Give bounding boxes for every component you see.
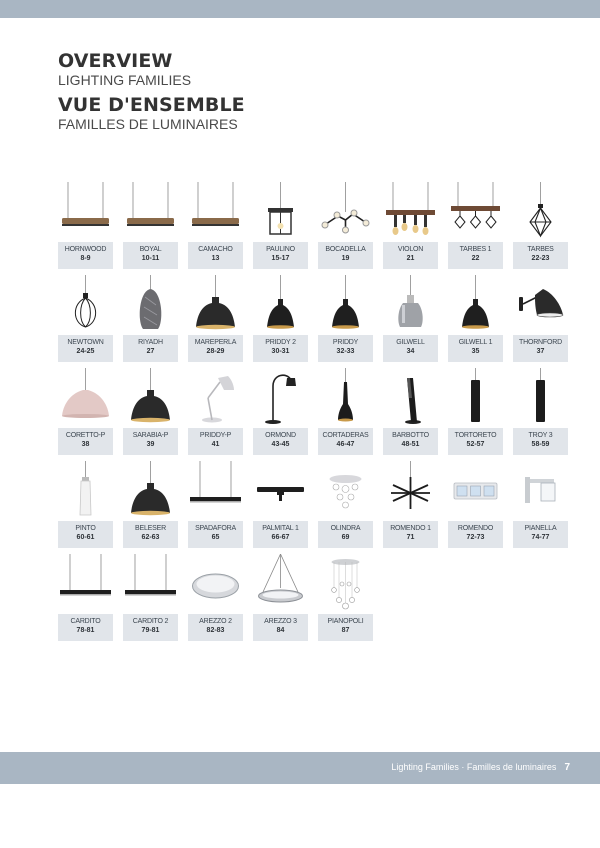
family-name: ROMENDO — [457, 525, 494, 532]
family-tile[interactable] — [123, 275, 178, 363]
family-name: PINTO — [75, 525, 96, 532]
family-name: OLINDRA — [330, 525, 361, 532]
family-tile[interactable] — [253, 461, 308, 549]
family-pages: 41 — [211, 441, 220, 448]
family-pages: 39 — [146, 441, 155, 448]
family-name: PAULINO — [266, 246, 295, 253]
family-tile[interactable] — [513, 275, 568, 363]
family-pages: 74-77 — [531, 534, 550, 541]
family-label — [253, 335, 308, 362]
family-tile[interactable] — [513, 182, 568, 270]
family-name: ORMOND — [265, 432, 296, 439]
lantern-pendant-icon — [253, 182, 308, 242]
family-tile[interactable] — [383, 275, 438, 363]
family-label — [318, 521, 373, 548]
family-tile[interactable] — [123, 554, 178, 642]
family-name: MAREPERLA — [194, 339, 237, 346]
family-tile[interactable] — [123, 368, 178, 456]
family-tile[interactable] — [448, 461, 503, 549]
family-pages: 62-63 — [141, 534, 160, 541]
family-name: CORETTO-P — [65, 432, 106, 439]
family-label — [188, 428, 243, 455]
family-name: BARBOTTO — [392, 432, 429, 439]
linear-pendant-icon — [123, 182, 178, 242]
family-tile[interactable] — [58, 554, 113, 642]
family-pages: 30-31 — [271, 348, 290, 355]
crystal-chandelier-icon — [318, 554, 373, 614]
family-name: AREZZO 2 — [199, 618, 232, 625]
family-label — [318, 335, 373, 362]
family-pages: 84 — [276, 627, 285, 634]
crystal-ceiling-icon — [318, 461, 373, 521]
family-tile[interactable] — [448, 182, 503, 270]
cylinder-pendant-icon — [513, 368, 568, 428]
family-label — [383, 428, 438, 455]
family-name: TORTORETO — [454, 432, 497, 439]
family-label — [58, 428, 113, 455]
family-pages: 43-45 — [271, 441, 290, 448]
bell-pendant-icon — [318, 275, 373, 335]
family-label — [123, 614, 178, 641]
family-tile[interactable] — [188, 554, 243, 642]
family-pages: 87 — [341, 627, 350, 634]
page-headings — [58, 50, 245, 138]
family-tile[interactable] — [383, 461, 438, 549]
column-lamp-icon — [383, 368, 438, 428]
linear-pendant-icon — [188, 182, 243, 242]
family-pages: 52-57 — [466, 441, 485, 448]
family-pages: 48-51 — [401, 441, 420, 448]
families-row — [58, 554, 568, 647]
family-name: PRIDDY 2 — [265, 339, 296, 346]
family-pages: 65 — [211, 534, 220, 541]
family-name: RIYADH — [138, 339, 163, 346]
desk-lamp-icon — [188, 368, 243, 428]
family-label — [448, 242, 503, 269]
family-tile[interactable] — [123, 182, 178, 270]
family-pages: 69 — [341, 534, 350, 541]
family-name: TARBES — [527, 246, 554, 253]
cone-pendant-icon — [318, 368, 373, 428]
round-pendant-icon — [253, 554, 308, 614]
family-label — [253, 428, 308, 455]
family-pages: 34 — [406, 348, 415, 355]
family-name: PALMITAL 1 — [262, 525, 299, 532]
family-pages: 71 — [406, 534, 415, 541]
family-label — [188, 242, 243, 269]
family-label — [253, 242, 308, 269]
family-label — [58, 614, 113, 641]
subtitle-fr: FAMILLES DE LUMINAIRES — [58, 116, 238, 132]
family-tile[interactable] — [318, 275, 373, 363]
family-pages: 35 — [471, 348, 480, 355]
multi-cage-bar-icon — [448, 182, 503, 242]
family-label — [253, 614, 308, 641]
families-row — [58, 368, 568, 461]
family-label — [448, 521, 503, 548]
family-pages: 60-61 — [76, 534, 95, 541]
family-label — [123, 335, 178, 362]
linear-led-pendant-icon — [123, 554, 178, 614]
family-pages: 22-23 — [531, 255, 550, 262]
family-label — [58, 242, 113, 269]
family-tile[interactable] — [383, 182, 438, 270]
families-grid — [58, 182, 568, 647]
glass-pendant-icon — [383, 275, 438, 335]
family-label — [448, 335, 503, 362]
wire-cage-pendant-icon — [58, 275, 113, 335]
families-row — [58, 461, 568, 554]
family-label — [253, 521, 308, 548]
bell-pendant-icon — [448, 275, 503, 335]
family-tile[interactable] — [513, 461, 568, 549]
family-tile[interactable] — [318, 368, 373, 456]
family-name: ROMENDO 1 — [390, 525, 431, 532]
family-tile[interactable] — [318, 554, 373, 642]
family-label — [318, 614, 373, 641]
family-pages: 21 — [406, 255, 415, 262]
family-pages: 37 — [536, 348, 545, 355]
cage-pendant-icon — [513, 182, 568, 242]
family-pages: 13 — [211, 255, 220, 262]
family-pages: 66-67 — [271, 534, 290, 541]
linear-led-pendant-icon — [188, 461, 243, 521]
family-name: CAMACHO — [198, 246, 233, 253]
family-name: GILWELL — [396, 339, 425, 346]
family-name: TARBES 1 — [459, 246, 492, 253]
family-pages: 19 — [341, 255, 350, 262]
family-tile[interactable] — [123, 461, 178, 549]
family-name: TROY 3 — [528, 432, 553, 439]
family-pages: 22 — [471, 255, 480, 262]
family-name: GILWELL 1 — [458, 339, 493, 346]
family-tile[interactable] — [318, 461, 373, 549]
family-label — [513, 242, 568, 269]
family-label — [123, 242, 178, 269]
family-pages: 78-81 — [76, 627, 95, 634]
family-name: NEWTOWN — [67, 339, 104, 346]
families-row — [58, 182, 568, 275]
family-label — [58, 521, 113, 548]
family-tile[interactable] — [58, 182, 113, 270]
family-label — [188, 521, 243, 548]
family-name: CORTADERAS — [322, 432, 369, 439]
family-tile[interactable] — [58, 368, 113, 456]
family-tile[interactable] — [58, 275, 113, 363]
family-tile[interactable] — [58, 461, 113, 549]
family-name: BELESER — [135, 525, 166, 532]
family-pages: 10-11 — [141, 255, 160, 262]
footer — [391, 762, 570, 773]
family-name: CARDITO 2 — [132, 618, 169, 625]
glass-tube-pendant-icon — [58, 461, 113, 521]
family-tile[interactable] — [253, 554, 308, 642]
family-name: VIOLON — [397, 246, 424, 253]
bell-pendant-icon — [253, 275, 308, 335]
linear-led-pendant-icon — [58, 554, 113, 614]
family-name: SARABIA-P — [132, 432, 169, 439]
family-pages: 27 — [146, 348, 155, 355]
family-label — [448, 428, 503, 455]
family-pages: 38 — [81, 441, 90, 448]
family-name: PRIDDY-P — [199, 432, 232, 439]
branch-chandelier-icon — [318, 182, 373, 242]
family-name: THORNFORD — [519, 339, 562, 346]
family-tile[interactable] — [253, 368, 308, 456]
family-label — [318, 242, 373, 269]
picture-light-icon — [253, 461, 308, 521]
top-band — [0, 0, 600, 18]
family-tile[interactable] — [448, 368, 503, 456]
linear-pendant-icon — [58, 182, 113, 242]
family-pages: 8-9 — [80, 255, 91, 262]
family-tile[interactable] — [383, 368, 438, 456]
family-tile[interactable] — [513, 368, 568, 456]
wide-dome-pendant-icon — [58, 368, 113, 428]
family-pages: 46-47 — [336, 441, 355, 448]
family-label — [383, 242, 438, 269]
family-label — [383, 335, 438, 362]
arc-floor-lamp-icon — [253, 368, 308, 428]
textured-pendant-icon — [123, 275, 178, 335]
family-label — [58, 335, 113, 362]
family-tile[interactable] — [318, 182, 373, 270]
family-label — [513, 335, 568, 362]
multi-bulb-bar-icon — [383, 182, 438, 242]
family-name: PRIDDY — [332, 339, 359, 346]
family-tile[interactable] — [253, 275, 308, 363]
family-pages: 24-25 — [76, 348, 95, 355]
family-pages: 32-33 — [336, 348, 355, 355]
family-pages: 79-81 — [141, 627, 160, 634]
dome-pendant-icon — [123, 461, 178, 521]
family-label — [188, 335, 243, 362]
family-name: AREZZO 3 — [264, 618, 297, 625]
families-row — [58, 275, 568, 368]
dome-pendant-icon — [188, 275, 243, 335]
family-label — [123, 428, 178, 455]
star-chandelier-icon — [383, 461, 438, 521]
family-tile[interactable] — [188, 275, 243, 363]
family-name: BOYAL — [139, 246, 162, 253]
footer-label: Lighting Families · Familles de luminaires — [391, 762, 557, 772]
title-fr: VUE D'ENSEMBLE — [58, 94, 245, 116]
family-pages: 15-17 — [271, 255, 290, 262]
family-pages: 82-83 — [206, 627, 225, 634]
dome-pendant-icon — [123, 368, 178, 428]
family-label — [188, 614, 243, 641]
family-name: SPADAFORA — [195, 525, 236, 532]
family-name: HORNWOOD — [64, 246, 107, 253]
title-en: OVERVIEW — [58, 50, 173, 72]
wall-light-icon — [513, 461, 568, 521]
wall-spot-icon — [513, 275, 568, 335]
family-tile[interactable] — [188, 182, 243, 270]
family-name: CARDITO — [70, 618, 101, 625]
family-tile[interactable] — [253, 182, 308, 270]
family-label — [513, 521, 568, 548]
square-ceiling-icon — [448, 461, 503, 521]
subtitle-en: LIGHTING FAMILIES — [58, 72, 192, 88]
family-tile[interactable] — [188, 461, 243, 549]
family-tile[interactable] — [448, 275, 503, 363]
family-name: PIANOPOLI — [327, 618, 364, 625]
family-label — [383, 521, 438, 548]
family-pages: 58-59 — [531, 441, 550, 448]
family-tile[interactable] — [188, 368, 243, 456]
cylinder-pendant-icon — [448, 368, 503, 428]
family-label — [318, 428, 373, 455]
family-pages: 72-73 — [466, 534, 485, 541]
family-label — [123, 521, 178, 548]
family-label — [513, 428, 568, 455]
family-pages: 28-29 — [206, 348, 225, 355]
family-name: BOCADELLA — [325, 246, 366, 253]
round-ceiling-icon — [188, 554, 243, 614]
family-name: PIANELLA — [524, 525, 557, 532]
page-number: 7 — [564, 762, 570, 773]
